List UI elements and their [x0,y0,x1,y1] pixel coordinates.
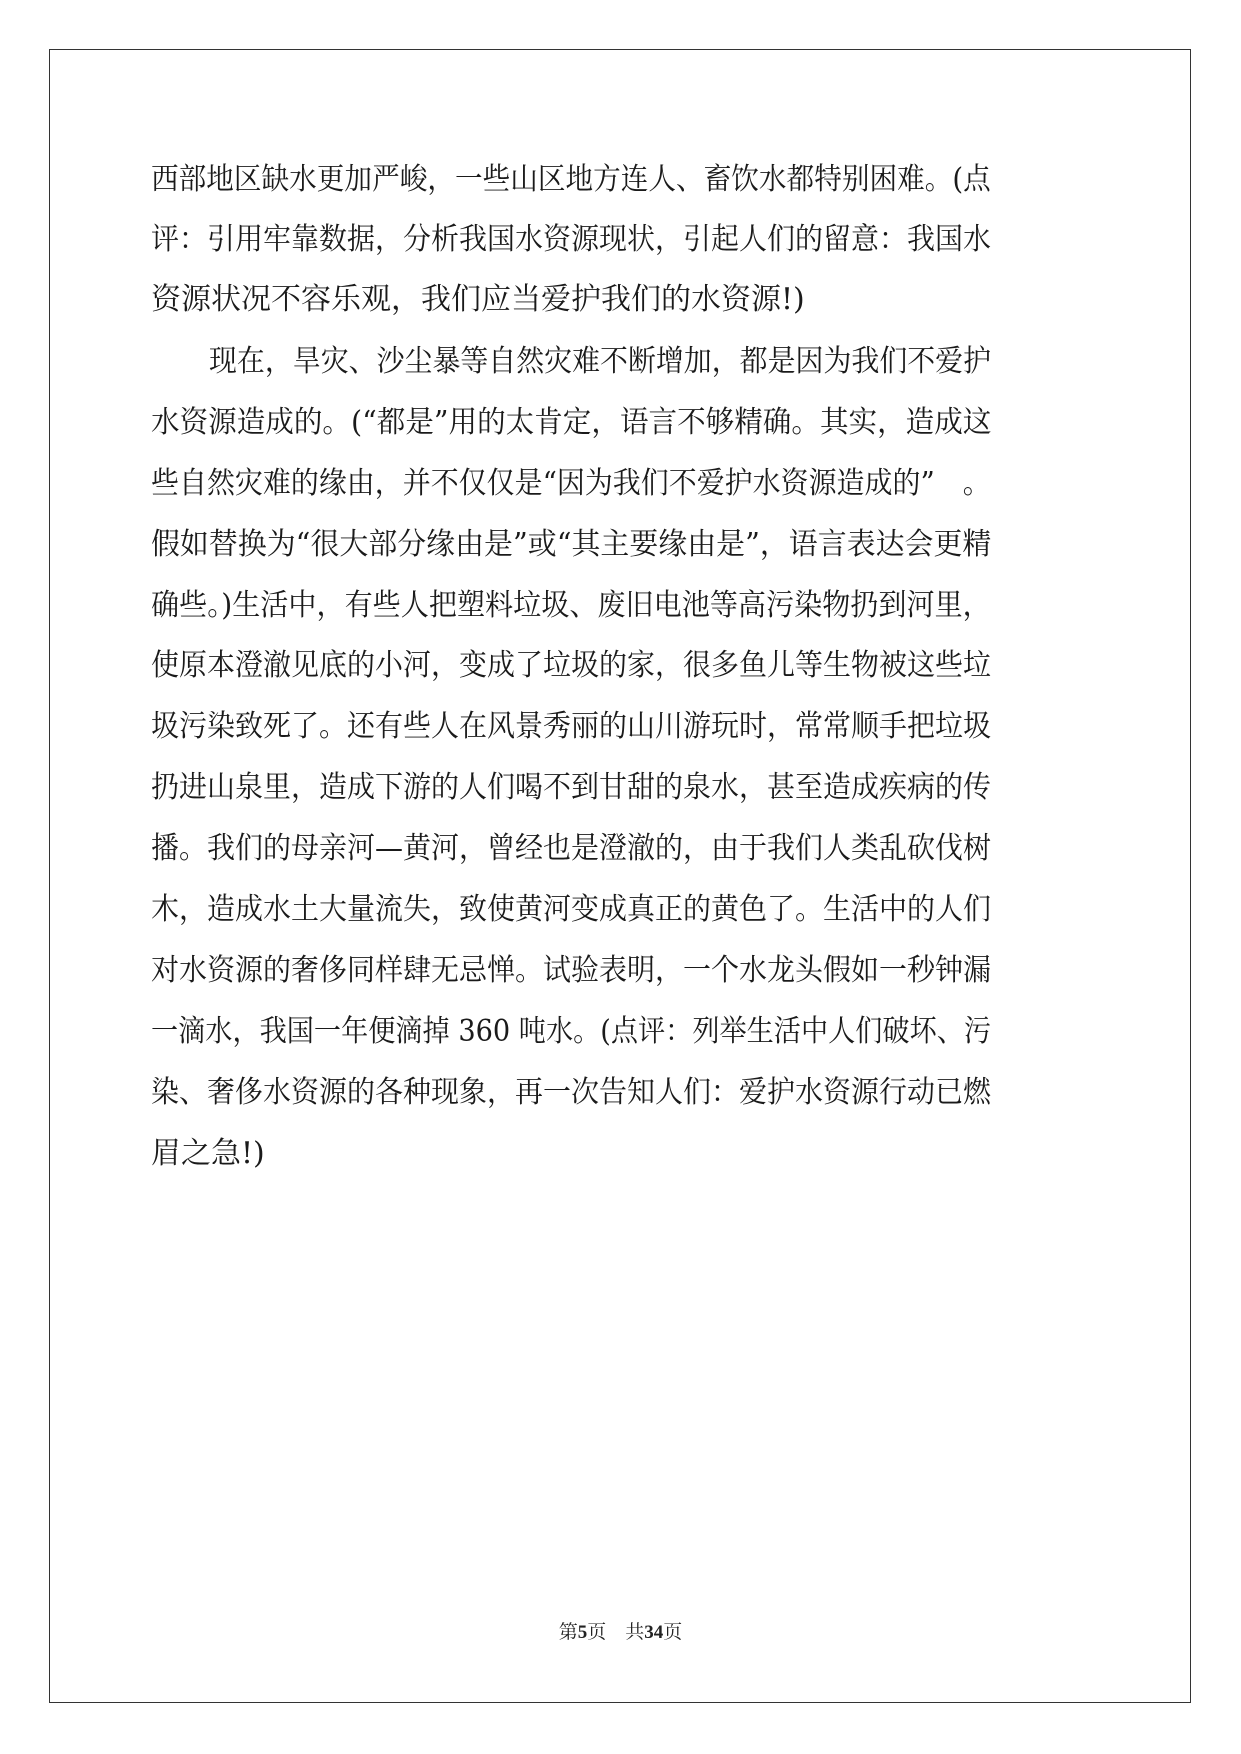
text-line: 资源状况不容乐观，我们应当爱护我们的水资源!) [151,282,805,317]
text-line: 对水资源的奢侈同样肆无忌惮。试验表明，一个水龙头假如一秒钟漏 [151,953,991,988]
footer-suffix: 页 [663,1622,683,1643]
footer-prefix: 第 [558,1622,578,1643]
text-line: 假如替换为“很大部分缘由是”或“其主要缘由是”，语言表达会更精 [151,527,992,562]
text-line: 评：引用牢靠数据，分析我国水资源现状，引起人们的留意：我国水 [151,222,991,257]
footer-middle: 页 共 [587,1622,645,1643]
text-line: 确些。)生活中，有些人把塑料垃圾、废旧电池等高污染物扔到河里， [151,588,991,623]
text-line: 西部地区缺水更加严峻，一些山区地方连人、畜饮水都特别困难。(点 [151,162,991,197]
total-pages: 34 [644,1622,664,1643]
text-line: 一滴水，我国一年便滴掉 360 吨水。(点评：列举生活中人们破坏、污 [151,1014,992,1049]
page-footer [0,1621,1241,1645]
text-line: 染、奢侈水资源的各种现象，再一次告知人们：爱护水资源行动已燃 [151,1075,991,1110]
text-line: 播。我们的母亲河—黄河，曾经也是澄澈的，由于我们人类乱砍伐树 [151,831,991,866]
text-line: 些自然灾难的缘由，并不仅仅是“因为我们不爱护水资源造成的” 。 [151,466,991,501]
text-line: 水资源造成的。(“都是”用的太肯定，语言不够精确。其实，造成这 [151,405,992,440]
text-line: 眉之急!) [151,1136,265,1171]
text-line: 圾污染致死了。还有些人在风景秀丽的山川游玩时，常常顺手把垃圾 [151,709,991,744]
text-line: 木，造成水土大量流失，致使黄河变成真正的黄色了。生活中的人们 [151,892,991,927]
paragraph-first-line: 现在，旱灾、沙尘暴等自然灾难不断增加，都是因为我们不爱护 [209,344,992,379]
text-line: 使原本澄澈见底的小河，变成了垃圾的家，很多鱼儿等生物被这些垃 [151,648,991,683]
page-number: 5 [577,1622,588,1643]
text-line: 扔进山泉里，造成下游的人们喝不到甘甜的泉水，甚至造成疾病的传 [151,770,991,805]
